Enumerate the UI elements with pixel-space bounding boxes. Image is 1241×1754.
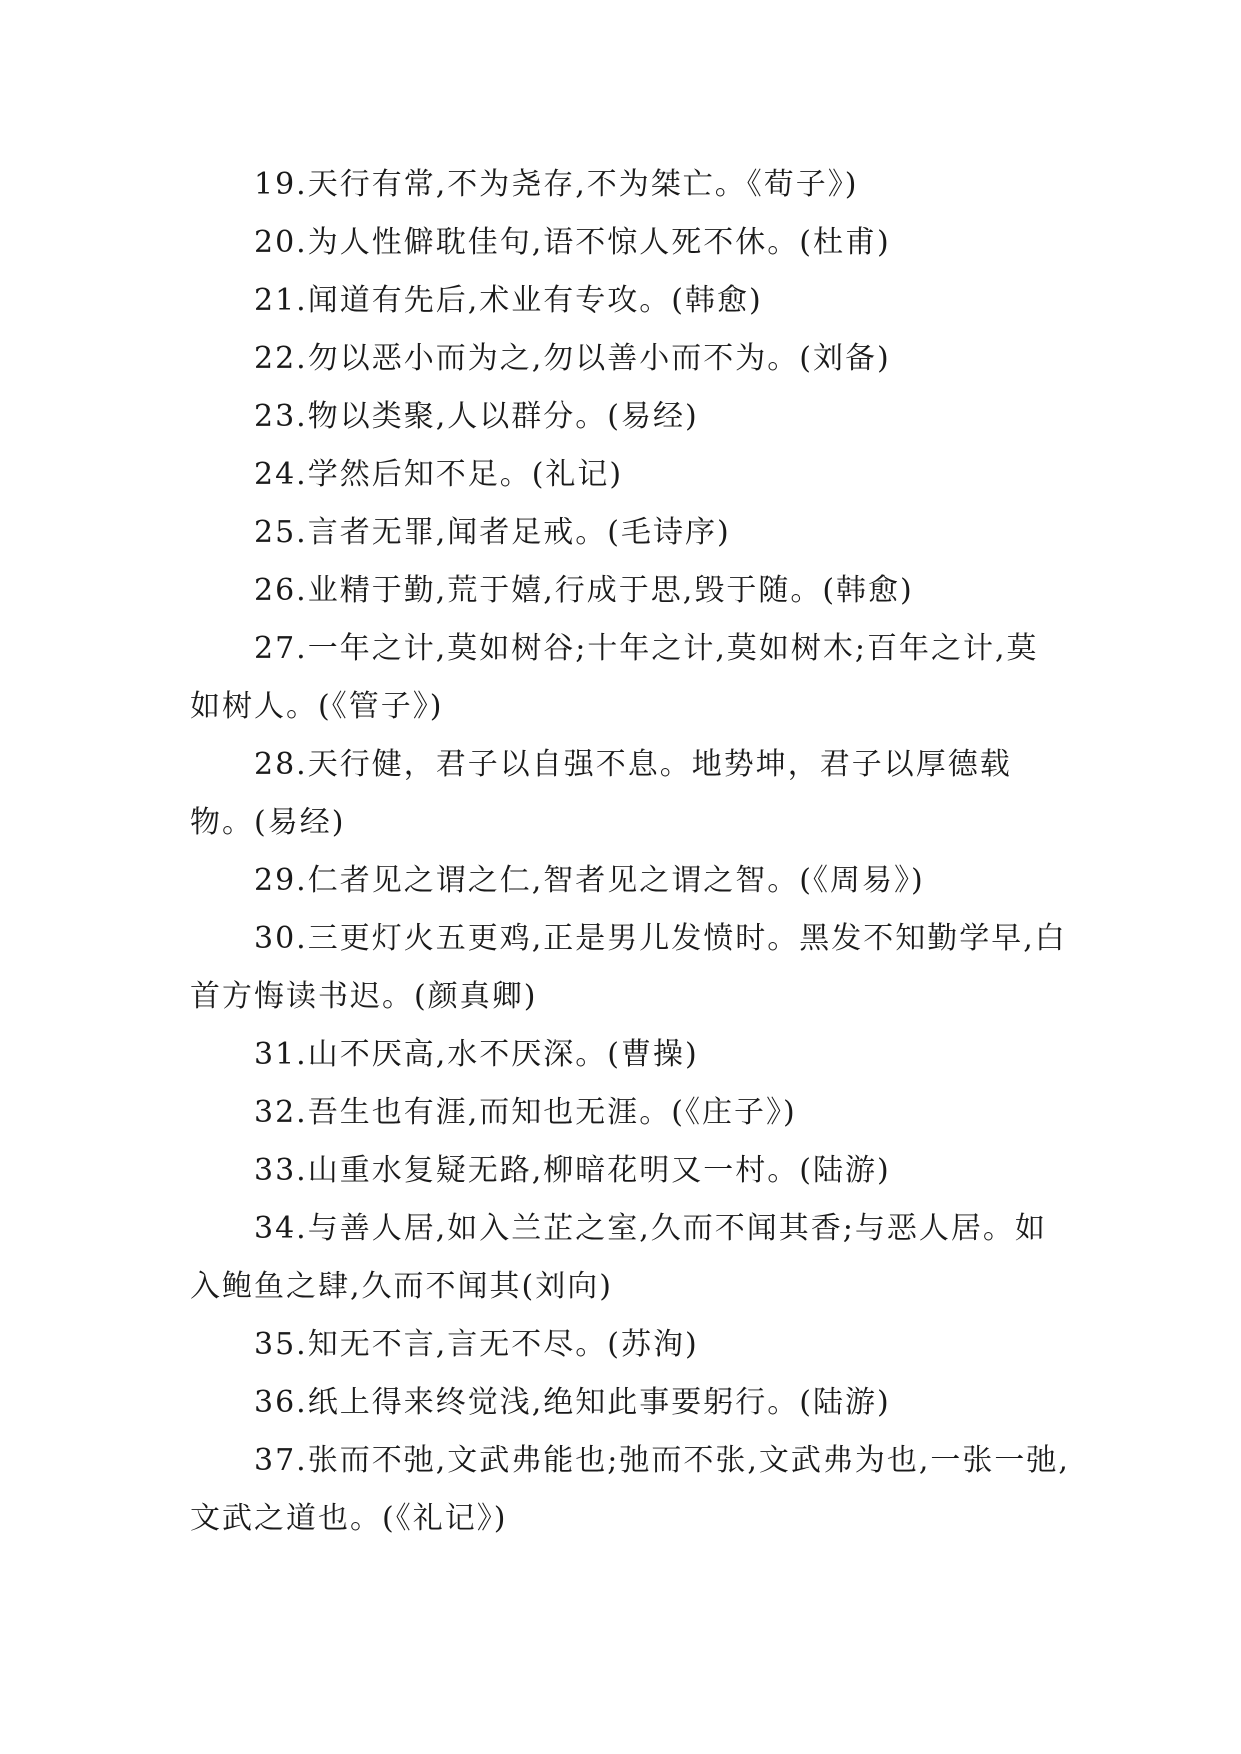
quote-33: 33.山重水复疑无路,柳暗花明又一村。(陆游) xyxy=(254,1153,891,1188)
quote-25: 25.言者无罪,闻者足戒。(毛诗序) xyxy=(254,515,731,550)
quote-23: 23.物以类聚,人以群分。(易经) xyxy=(254,399,699,434)
quote-28: 28.天行健，君子以自强不息。地势坤，君子以厚德载物。(易经) xyxy=(190,747,1012,840)
quote-31: 31.山不厌高,水不厌深。(曹操) xyxy=(254,1037,699,1072)
quote-30: 30.三更灯火五更鸡,正是男儿发愤时。黑发不知勤学早,白首方悔读书迟。(颜真卿) xyxy=(190,921,1067,1014)
quote-list xyxy=(190,156,1070,1548)
quote-35: 35.知无不言,言无不尽。(苏洵) xyxy=(254,1327,699,1362)
quote-19: 19.天行有常,不为尧存,不为桀亡。《荀子》) xyxy=(254,167,859,202)
quote-34: 34.与善人居,如入兰芷之室,久而不闻其香;与恶人居。如入鲍鱼之肆,久而不闻其(刘向) xyxy=(190,1211,1047,1304)
quote-21: 21.闻道有先后,术业有专攻。(韩愈) xyxy=(254,283,763,318)
quote-36: 36.纸上得来终觉浅,绝知此事要躬行。(陆游) xyxy=(254,1385,891,1420)
quote-37: 37.张而不弛,文武弗能也;弛而不张,文武弗为也,一张一弛,文武之道也。(《礼记》) xyxy=(190,1443,1070,1536)
quote-29: 29.仁者见之谓之仁,智者见之谓之智。(《周易》) xyxy=(254,863,925,898)
quote-32: 32.吾生也有涯,而知也无涯。(《庄子》) xyxy=(254,1095,797,1130)
quote-20: 20.为人性僻耽佳句,语不惊人死不休。(杜甫) xyxy=(254,225,891,260)
quote-22: 22.勿以恶小而为之,勿以善小而不为。(刘备) xyxy=(254,341,891,376)
quote-27: 27.一年之计,莫如树谷;十年之计,莫如树木;百年之计,莫如树人。(《管子》) xyxy=(190,631,1039,724)
quote-26: 26.业精于勤,荒于嬉,行成于思,毁于随。(韩愈) xyxy=(254,573,914,608)
quote-24: 24.学然后知不足。(礼记) xyxy=(254,457,624,492)
